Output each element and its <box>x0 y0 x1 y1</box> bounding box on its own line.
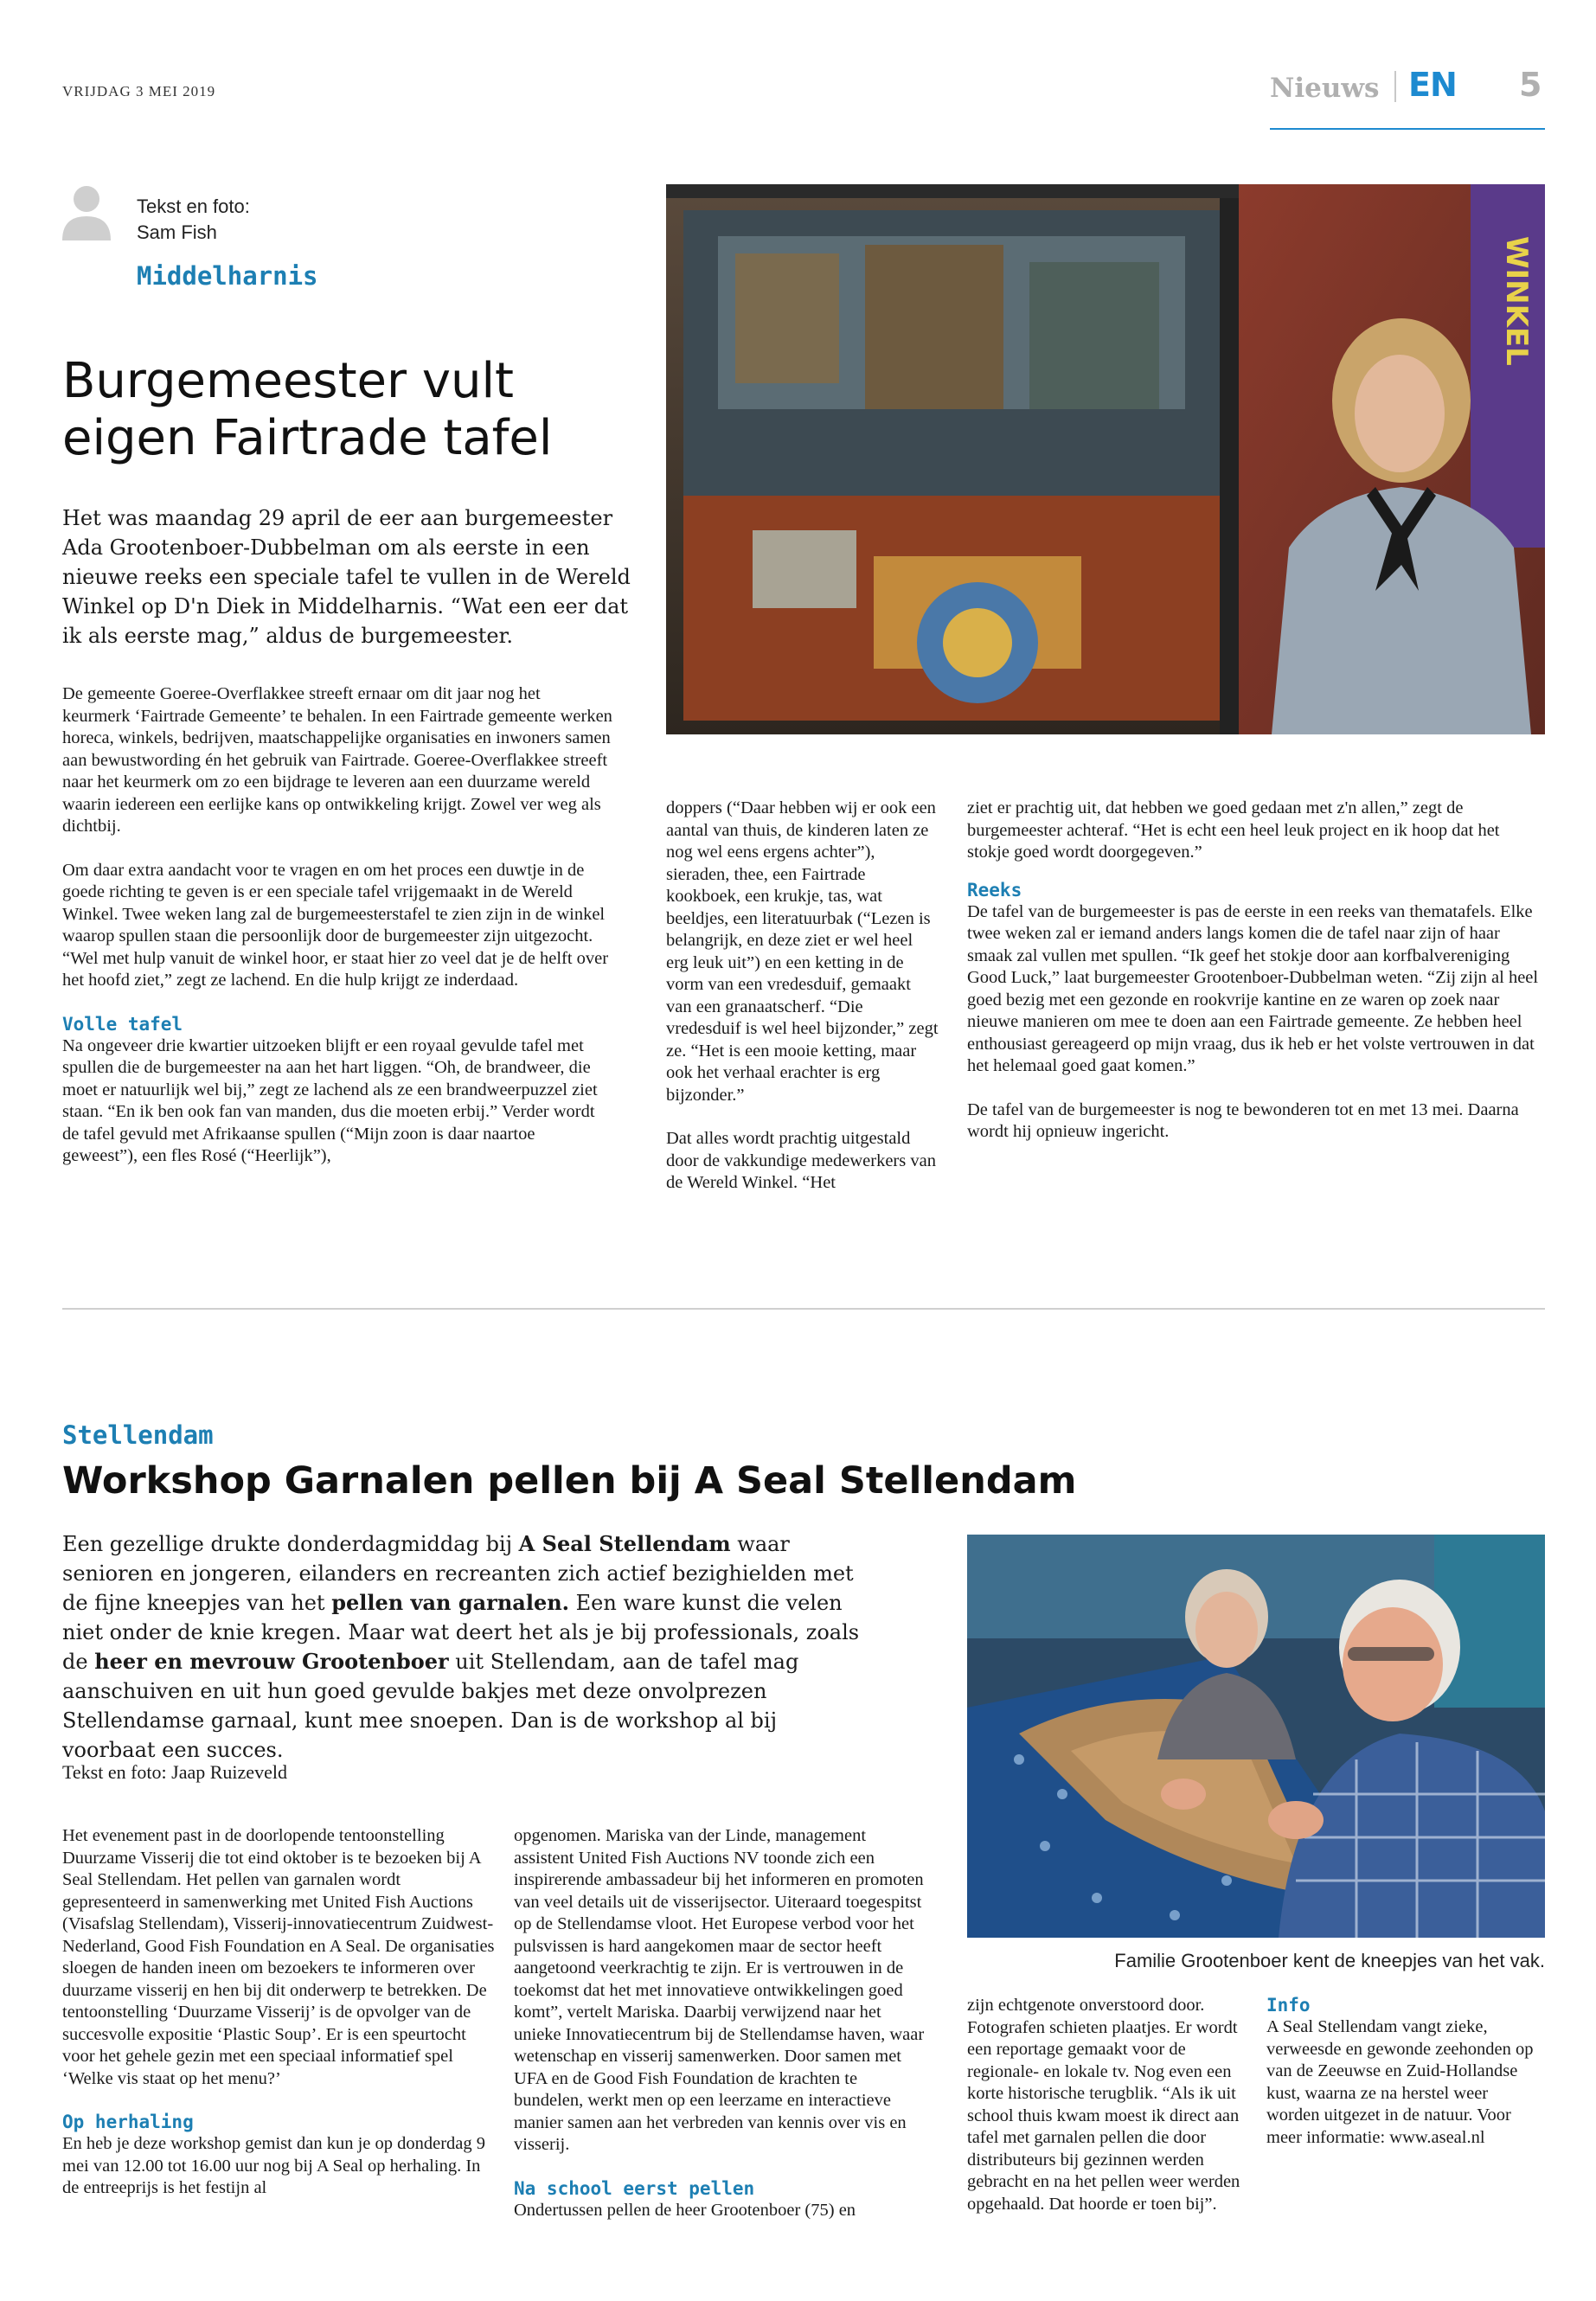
article2-credit: Tekst en foto: Jaap Ruizeveld <box>62 1761 287 1783</box>
paragraph: De tafel van de burgemeester is nog te bewonderen tot en met 13 mei. Daarna wordt hij opnieuw ingericht. <box>967 1099 1519 1141</box>
paragraph: doppers (“Daar hebben wij er ook een aantal van thuis, de kinderen laten ze nog wel eens ergens achter”), sieraden, thee, een Fairtrade kookboek, een krukje, tas, wat beeldjes, een literatuurbak (“Lezen is belangrijk, en deze ziet er wel heel erg leuk uit”) en een ketting in de vorm van een vredesduif, gemaakt van een granaatscherf. “Die vredesduif is wel heel bijzonder,” zegt ze. “Het is een mooie ketting, maar ook het verhaal erachter is erg bijzonder.” <box>666 798 939 1105</box>
credit-author: Sam Fish <box>137 221 217 243</box>
article1-intro: Het was maandag 29 april de eer aan burgemeester Ada Grootenboer-Dubbelman om als eerste in een nieuwe reeks een speciale tafel te vullen in de Wereld Winkel op D'n Diek in Middelharnis. “Wat een eer dat ik als eerste mag,” aldus de burgemeester. <box>62 506 631 648</box>
subheading: Op herhaling <box>62 2112 194 2132</box>
paragraph: En heb je deze workshop gemist dan kun je op donderdag 9 mei van 12.00 tot 16.00 uur nog bij A Seal op herhaling. In de entreeprijs is het festijn al <box>62 2134 486 2197</box>
article1-headline <box>62 353 659 467</box>
article2-intro: Een gezellige drukte donderdagmiddag bij A Seal Stellendam waar senioren en jongeren, eilanders en recreanten zich actief bezighielden met de fijne kneepjes van het pellen van garnalen. Een ware kunst die velen niet onder de knie kregen. Maar wat deert het als je bij professionals, zoals de heer en mevrouw Grootenboer uit Stellendam, aan de tafel mag aanschuiven en uit hun goed gevulde bakjes met deze onvolprezen Stellendamse garnaal, kunt mee snoepen. Dan is de workshop al bij voorbaat een succes. <box>62 1531 860 1762</box>
paragraph: zijn echtgenote onverstoord door. Fotografen schieten plaatjes. Er wordt een reportage gemaakt voor de regionale- en lokale tv. Nog even een korte historische terugblik. “Als ik uit school thuis kwam moest ik direct aan tafel met garnalen pellen die door distributeurs bij gezinnen werden gebracht en na het pellen weer werden opgehaald. Dat hoorde er toen bij”. <box>967 1996 1240 2214</box>
article2-column-1 <box>62 1825 495 2221</box>
article2-column-3 <box>967 1995 1246 2237</box>
author-avatar-icon <box>62 183 111 240</box>
issue-date: VRIJDAG 3 MEI 2019 <box>62 83 216 99</box>
article1-credit <box>137 194 250 246</box>
credit-label: Tekst en foto: <box>137 195 250 217</box>
article1-kicker: Middelharnis <box>137 261 318 291</box>
article1-column-2 <box>666 798 939 1216</box>
info-heading: Info <box>1266 1995 1311 2016</box>
header-divider <box>1394 71 1396 102</box>
photo-caption: Familie Grootenboer kent de kneepjes van het vak. <box>1114 1950 1545 1971</box>
newspaper-logo: EN <box>1408 66 1457 104</box>
paragraph: De gemeente Goeree-Overflakkee streeft ernaar om dit jaar nog het keurmerk ‘Fairtrade Gemeente’ te behalen. In een Fairtrade gemeente werken horeca, winkels, bedrijven, maatschappelijke organisaties en inwoners samen aan bewustwording én het gebruik van Fairtrade. Goeree-Overflakkee streeft naar het keurmerk om zo een bijdrage te leveren aan een duurzame wereld waarin iedereen een eerlijke kans op ontwikkeling krijgt. Zowel ver weg als dichtbij. <box>62 684 612 836</box>
headline-line-2: eigen Fairtrade tafel <box>62 410 553 466</box>
article-divider <box>62 1308 1545 1310</box>
shrimp-peeling-photo <box>967 1535 1545 1938</box>
paragraph: Ondertussen pellen de heer Grootenboer (75) en <box>514 2200 856 2220</box>
subheading: Na school eerst pellen <box>514 2177 755 2199</box>
subheading: Volle tafel <box>62 1013 183 1035</box>
article1-column-3 <box>967 798 1545 1165</box>
paragraph: Dat alles wordt prachtig uitgestald door de vakkundige medewerkers van de Wereld Winkel. “Het <box>666 1129 936 1192</box>
banner-text: WINKEL <box>1499 236 1534 366</box>
article1-column-1 <box>62 683 612 1189</box>
article2-headline: Workshop Garnalen pellen bij A Seal Stellendam <box>62 1459 1077 1503</box>
article2-kicker: Stellendam <box>62 1420 214 1450</box>
headline-line-1: Burgemeester vult <box>62 353 514 409</box>
info-box <box>1266 1995 1545 2170</box>
paragraph: De tafel van de burgemeester is pas de eerste in een reeks van thematafels. Elke twee weken zal er iemand anders langs komen die de tafel naar zijn of haar smaak zal vullen met spullen. “Ik geef het stokje door aan korfbalvereniging Good Luck,” laat burgemeester Grootenboer-Dubbelman weten. “Zij zijn al heel goed bezig met een gezonde en rookvrije kantine en ze waren op zoek naar nieuwe manieren om mee te doen aan een Fairtrade gemeente. Ze hebben heel enthousiast gereageerd op mijn vraag, dus ik heb er het volste vertrouwen in dat het helemaal goed gaat komen.” <box>967 901 1539 1075</box>
paragraph: ziet er prachtig uit, dat hebben we goed gedaan met z'n allen,” zegt de burgemeester achteraf. “Het is echt een heel leuk project en ik hoop dat het stokje goed wordt doorgegeven.” <box>967 798 1500 862</box>
article2-column-2 <box>514 1825 929 2243</box>
paragraph: Na ongeveer drie kwartier uitzoeken blijft er een royaal gevulde tafel met spullen die de burgemeester na aan het hart liggen. “Oh, de brandweer, die moet er natuurlijk wel bij,” zegt ze lachend als ze een brandweerpuzzel ziet staan. “En ik ben ook fan van manden, dus die moeten erbij.” Verder wordt de tafel gevuld met Afrikaanse spullen (“Mijn zoon is daar naartoe geweest”), een fles Rosé (“Heerlijk”), <box>62 1035 598 1165</box>
paragraph: Het evenement past in de doorlopende tentoonstelling Duurzame Visserij die tot eind oktober is te bezoeken bij A Seal Stellendam. Het pellen van garnalen wordt gepresenteerd in samenwerking met United Fish Auctions (Visafslag Stellendam), Visserij-innovatiecentrum Zuidwest-Nederland, Good Fish Foundation en A Seal. De organisaties sloegen de handen ineen om bezoekers te informeren over duurzame visserij en hen bij dit onderwerp te betrekken. De tentoonstelling ‘Duurzame Visserij’ is de opvolger van de succesvolle expositie ‘Plastic Soup’. Er is een speurtocht voor het gehele gezin met een speciaal informatief spel ‘Welke vis staat op het menu?’ <box>62 1826 495 2088</box>
header-rule <box>1270 128 1545 130</box>
page-number: 5 <box>1519 66 1542 104</box>
subheading: Reeks <box>967 879 1022 901</box>
mayor-shop-photo <box>666 184 1545 734</box>
section-label: Nieuws <box>1270 73 1380 104</box>
paragraph: opgenomen. Mariska van der Linde, management assistent United Fish Auctions NV toonde zich een inspirerende ambassadeur bij het informeren en promoten van veel details uit de visserijsector. Uiteraard toegespitst op de Stellendamse vloot. Het Europese verbod voor het pulsvissen is hard aangekomen maar de sector heeft aangetoond veerkrachtig te zijn. Er is vertrouwen in de toekomst dat het met innovatieve ontwikkelingen goed komt”, vertelt Mariska. Daarbij verwijzend naar het unieke Innovatiecentrum bij de Stellendamse haven, waar wetenschap en visserij samenwerken. Door samen met UFA en de Good Fish Foundation de krachten te bundelen, werkt men op een leerzame en interactieve manier samen aan het verbreden van kennis over vis en visserij. <box>514 1826 925 2154</box>
info-text: A Seal Stellendam vangt zieke, verweesde en gewonde zeehonden op van de Zeeuwse en Zuid-Hollandse kust, waarna ze na herstel weer worden uitgezet in de natuur. Voor meer informatie: www.aseal.nl <box>1266 2017 1534 2147</box>
paragraph: Om daar extra aandacht voor te vragen en om het proces een duwtje in de goede richting te geven is er een speciale tafel vrijgemaakt in de Wereld Winkel. Twee weken lang zal de burgemeesterstafel te zien zijn in de winkel waarop spullen staan die persoonlijk door de burgemeester zijn uitgezocht. “Wel met hulp vanuit de winkel hoor, er staat hier zo veel dat je de helft over het hoofd ziet,” zegt ze lachend. En die hulp krijgt ze inderdaad. <box>62 860 609 990</box>
